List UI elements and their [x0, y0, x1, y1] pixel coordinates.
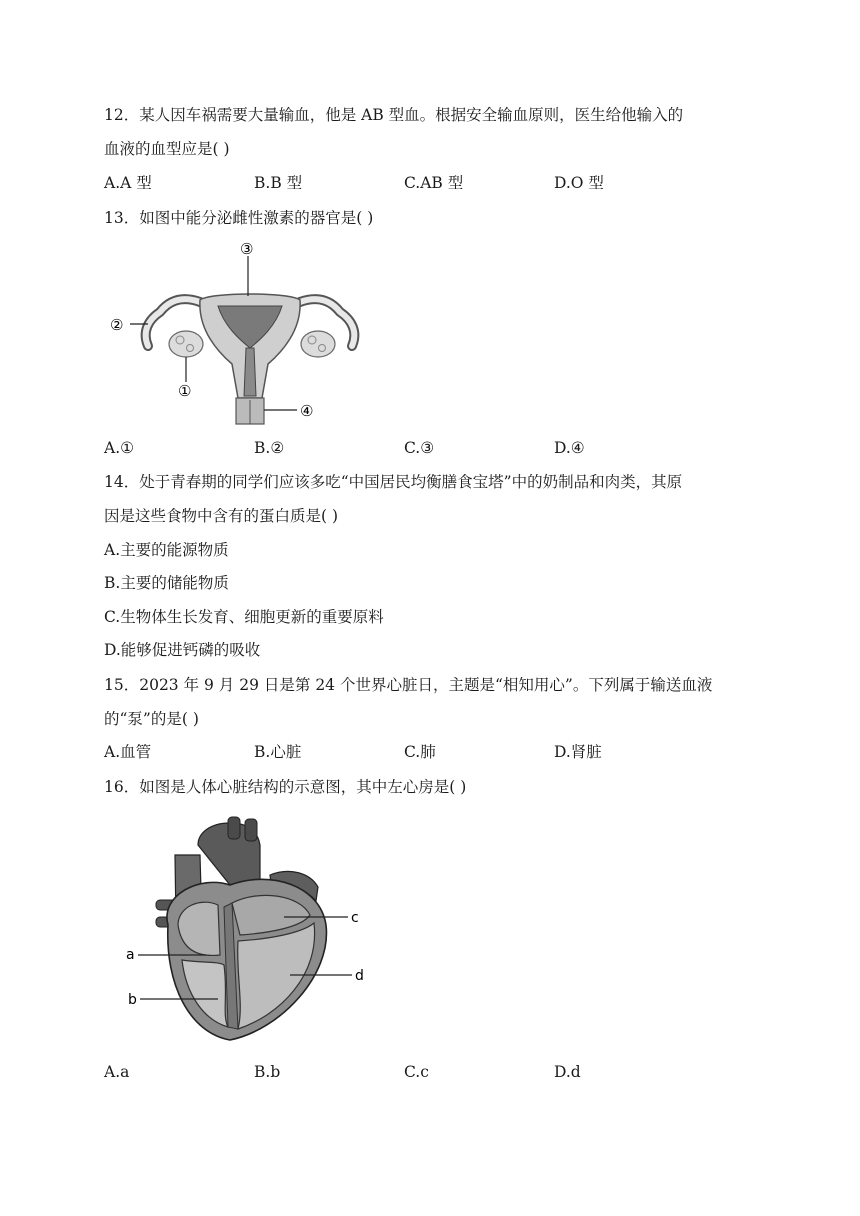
label-2: ②	[110, 316, 124, 334]
ovary-right	[301, 331, 335, 357]
q15-stem-line2: 的“泵”的是( )	[104, 710, 199, 728]
uterus-diagram	[100, 240, 370, 430]
q12-stem-line2: 血液的血型应是( )	[104, 140, 230, 158]
q13-option-d: D.④	[554, 439, 585, 457]
heart-diagram	[120, 815, 380, 1050]
q15-option-c: C.肺	[404, 743, 436, 761]
q15-option-a: A.血管	[104, 743, 152, 761]
q14-option-b: B.主要的储能物质	[104, 574, 229, 592]
q13-stem: 13．如图中能分泌雌性激素的器官是( )	[104, 209, 374, 227]
q15-stem-line1: 15．2023 年 9 月 29 日是第 24 个世界心脏日，主题是“相知用心”。下列属于输送血液	[104, 676, 713, 694]
q14-option-a: A.主要的能源物质	[104, 541, 229, 559]
q12-option-a: A.A 型	[104, 174, 152, 192]
label-4: ④	[300, 402, 314, 420]
ovary-left	[169, 331, 203, 357]
label-1: ①	[178, 382, 192, 400]
q12-option-c: C.AB 型	[404, 174, 464, 192]
q15-option-b: B.心脏	[254, 743, 302, 761]
label-3: ③	[240, 240, 254, 258]
q16-option-d: D.d	[554, 1063, 581, 1081]
label-b: b	[128, 992, 137, 1008]
label-a: a	[126, 947, 135, 963]
q14-stem-line1: 14．处于青春期的同学们应该多吃“中国居民均衡膳食宝塔”中的奶制品和肉类，其原	[104, 473, 683, 491]
q13-option-b: B.②	[254, 439, 285, 457]
q13-option-c: C.③	[404, 439, 435, 457]
q16-option-c: C.c	[404, 1063, 429, 1081]
q16-option-b: B.b	[254, 1063, 281, 1081]
q14-option-d: D.能够促进钙磷的吸收	[104, 641, 261, 659]
q14-stem-line2: 因是这些食物中含有的蛋白质是( )	[104, 507, 339, 525]
q12-option-d: D.O 型	[554, 174, 604, 192]
q13-option-a: A.①	[104, 439, 135, 457]
label-c: c	[351, 910, 359, 926]
q14-option-c: C.生物体生长发育、细胞更新的重要原料	[104, 608, 384, 626]
q12-stem-line1: 12．某人因车祸需要大量输血，他是 AB 型血。根据安全输血原则，医生给他输入的	[104, 106, 684, 124]
label-d: d	[355, 968, 364, 984]
q12-option-b: B.B 型	[254, 174, 303, 192]
q15-option-d: D.肾脏	[554, 743, 602, 761]
q16-stem: 16．如图是人体心脏结构的示意图，其中左心房是( )	[104, 778, 467, 796]
q16-option-a: A.a	[104, 1063, 130, 1081]
